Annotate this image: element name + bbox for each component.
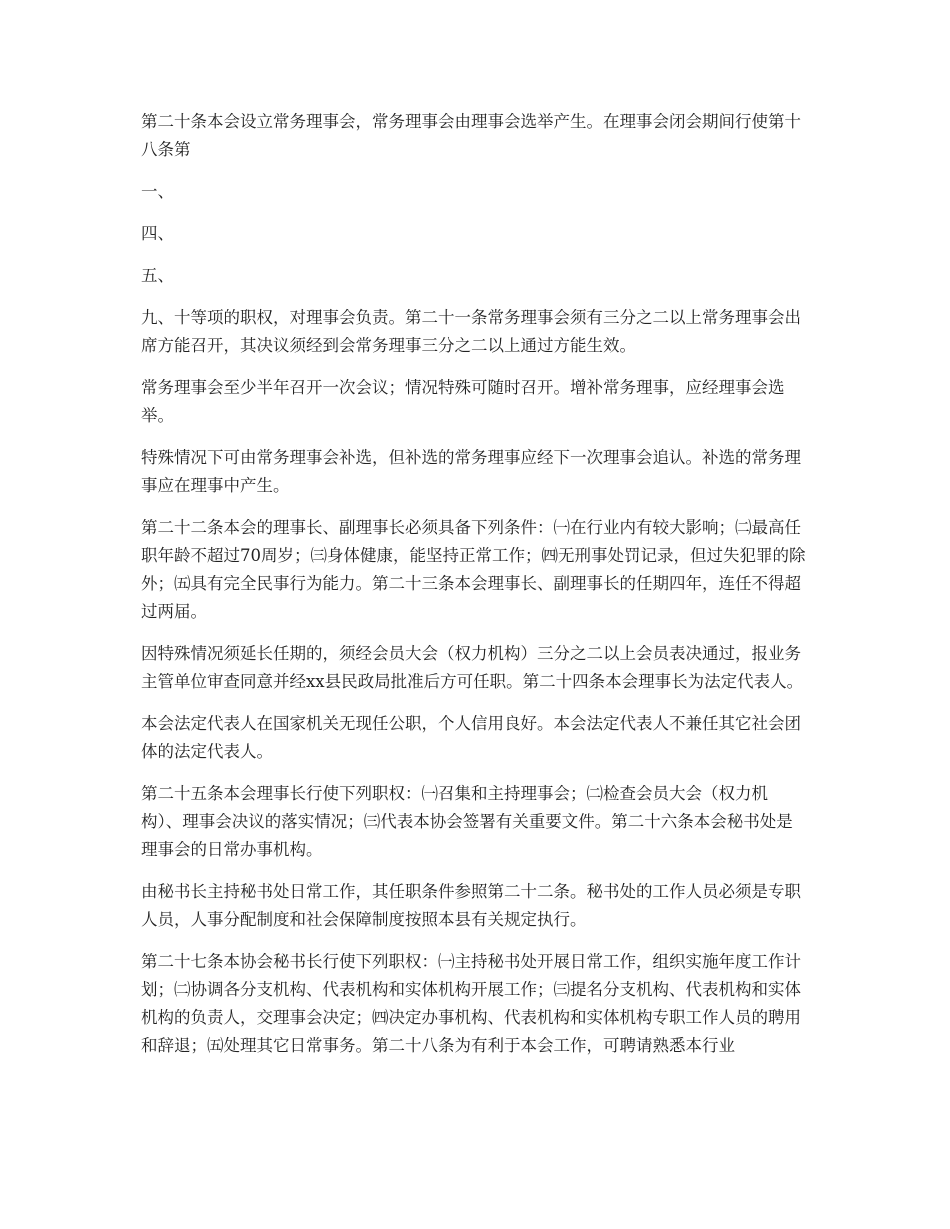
paragraph: 五、: [141, 266, 174, 285]
paragraph: 第二十二条本会的理事长、副理事长必须具备下列条件：㈠在行业内有较大影响；㈡最高任职年龄不超过70周岁；㈢身体健康，能坚持正常工作；㈣无刑事处罚记录，但过失犯罪的除外；㈤具有完全民事行为能力。第二十三条本会理事长、副理事长的任期四年，连任不得超过两届。: [141, 518, 806, 621]
paragraph: 特殊情况下可由常务理事会补选，但补选的常务理事应经下一次理事会追认。补选的常务理事应在理事中产生。: [141, 448, 801, 495]
paragraph: 九、十等项的职权，对理事会负责。第二十一条常务理事会须有三分之二以上常务理事会出席方能召开，其决议须经到会常务理事三分之二以上通过方能生效。: [141, 308, 801, 355]
paragraph: 第二十条本会设立常务理事会，常务理事会由理事会选举产生。在理事会闭会期间行使第十八条第: [141, 112, 801, 159]
document-page: [141, 108, 809, 1074]
paragraph: 第二十五条本会理事长行使下列职权：㈠召集和主持理事会；㈡检查会员大会（权力机构）、理事会决议的落实情况；㈢代表本协会签署有关重要文件。第二十六条本会秘书处是理事会的日常办事机构。: [141, 784, 793, 859]
paragraph: 四、: [141, 224, 174, 243]
paragraph: 一、: [141, 182, 174, 201]
paragraph: 本会法定代表人在国家机关无现任公职，个人信用良好。本会法定代表人不兼任其它社会团体的法定代表人。: [141, 714, 801, 761]
paragraph: 常务理事会至少半年召开一次会议；情况特殊可随时召开。增补常务理事，应经理事会选举。: [141, 378, 785, 425]
paragraph: 因特殊情况须延长任期的，须经会员大会（权力机构）三分之二以上会员表决通过，报业务主管单位审查同意并经xx县民政局批准后方可任职。第二十四条本会理事长为法定代表人。: [141, 644, 804, 691]
paragraph: 由秘书长主持秘书处日常工作，其任职条件参照第二十二条。秘书处的工作人员必须是专职人员，人事分配制度和社会保障制度按照本县有关规定执行。: [141, 882, 801, 929]
paragraph: 第二十七条本协会秘书长行使下列职权：㈠主持秘书处开展日常工作，组织实施年度工作计划；㈡协调各分支机构、代表机构和实体机构开展工作；㈢提名分支机构、代表机构和实体机构的负责人，交理事会决定；㈣决定办事机构、代表机构和实体机构专职工作人员的聘用和辞退；㈤处理其它日常事务。第二十八条为有利于本会工作，可聘请熟悉本行业: [141, 952, 801, 1055]
